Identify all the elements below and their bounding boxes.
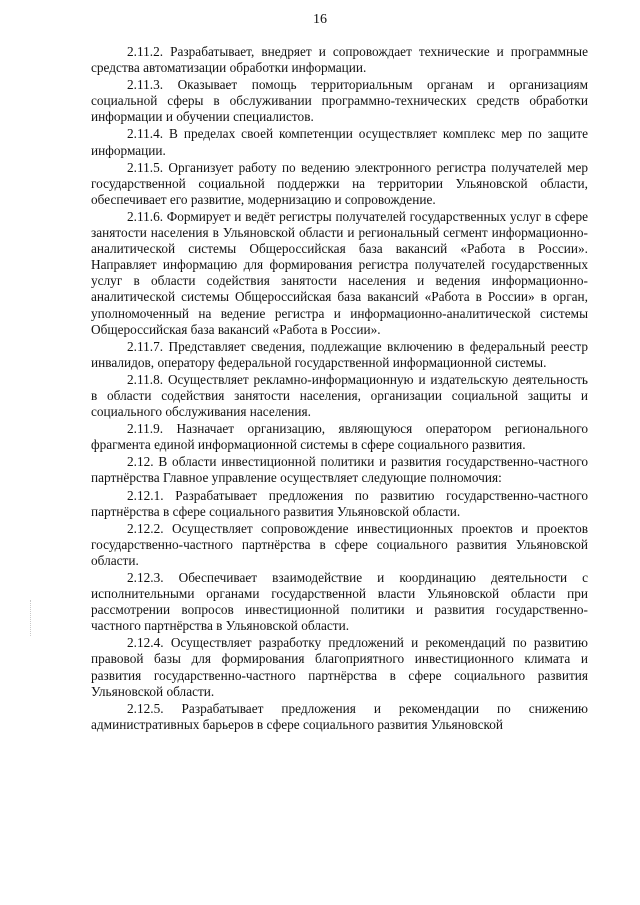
paragraph-2-12: 2.12. В области инвестиционной политики и развития государственно-частного партнёрства Главное управление осуществляет следующие полномочия: <box>91 454 588 486</box>
document-body <box>91 44 588 734</box>
paragraph-2-12-5: 2.12.5. Разрабатывает предложения и рекомендации по снижению административных барьеров в сфере социального развития Ульяновской <box>91 700 588 732</box>
paragraph-2-11-8: 2.11.8. Осуществляет рекламно-информационную и издательскую деятельность в области содействия занятости населения, организации социальной защиты и социального обслуживания населения. <box>91 371 588 420</box>
page-number: 16 <box>313 12 327 27</box>
paragraph-2-11-3: 2.11.3. Оказывает помощь территориальным органам и организациям социальной сферы в обслуживании программно-технических средств обработки информации и обучении специалистов. <box>91 77 588 125</box>
paragraph-2-11-9: 2.11.9. Назначает организацию, являющуюся оператором регионального фрагмента единой информационной системы в сфере социального развития. <box>91 421 588 453</box>
scan-margin-mark <box>30 600 37 636</box>
paragraph-2-12-4: 2.12.4. Осуществляет разработку предложений и рекомендаций по развитию правовой базы для формирования благоприятного инвестиционного климата и развития государственно-частного партнёрства в сфере социального развития Ульяновской области. <box>91 635 588 699</box>
paragraph-2-12-1: 2.12.1. Разрабатывает предложения по развитию государственно-частного партнёрства в сфере социального развития Ульяновской области. <box>91 487 588 519</box>
paragraph-2-11-4: 2.11.4. В пределах своей компетенции осуществляет комплекс мер по защите информации. <box>91 126 588 158</box>
paragraph-2-11-7: 2.11.7. Представляет сведения, подлежащие включению в федеральный реестр инвалидов, оператору федеральной государственной информационной системы. <box>91 338 588 370</box>
paragraph-2-11-6: 2.11.6. Формирует и ведёт регистры получателей государственных услуг в сфере занятости населения в Ульяновской области и региональный сегмент информационно-аналитической системы Общероссийская база вакансий «Работа в России». Направляет информацию для формирования регистра получателей государственных услуг в области содействия занятости населения и ведения информационно-аналитической системы Общероссийская база вакансий «Работа в России» в орган, уполномоченный на ведение регистра и информационно-аналитической системы Общероссийская база вакансий «Работа в России». <box>91 208 588 337</box>
paragraph-2-11-5: 2.11.5. Организует работу по ведению электронного регистра получателей мер государственной социальной поддержки на территории Ульяновской области, обеспечивает его развитие, модернизацию и сопровождение. <box>91 159 588 207</box>
paragraph-2-12-2: 2.12.2. Осуществляет сопровождение инвестиционных проектов и проектов государственно-частного партнёрства в сфере социального развития Ульяновской области. <box>91 520 588 568</box>
paragraph-2-11-2: 2.11.2. Разрабатывает, внедряет и сопровождает технические и программные средства автоматизации обработки информации. <box>91 44 588 76</box>
paragraph-2-12-3: 2.12.3. Обеспечивает взаимодействие и координацию деятельности с исполнительными органами государственной власти Ульяновской области при рассмотрении вопросов инвестиционной политики и развития государственно-частного партнёрства в Ульяновской области. <box>91 570 588 634</box>
